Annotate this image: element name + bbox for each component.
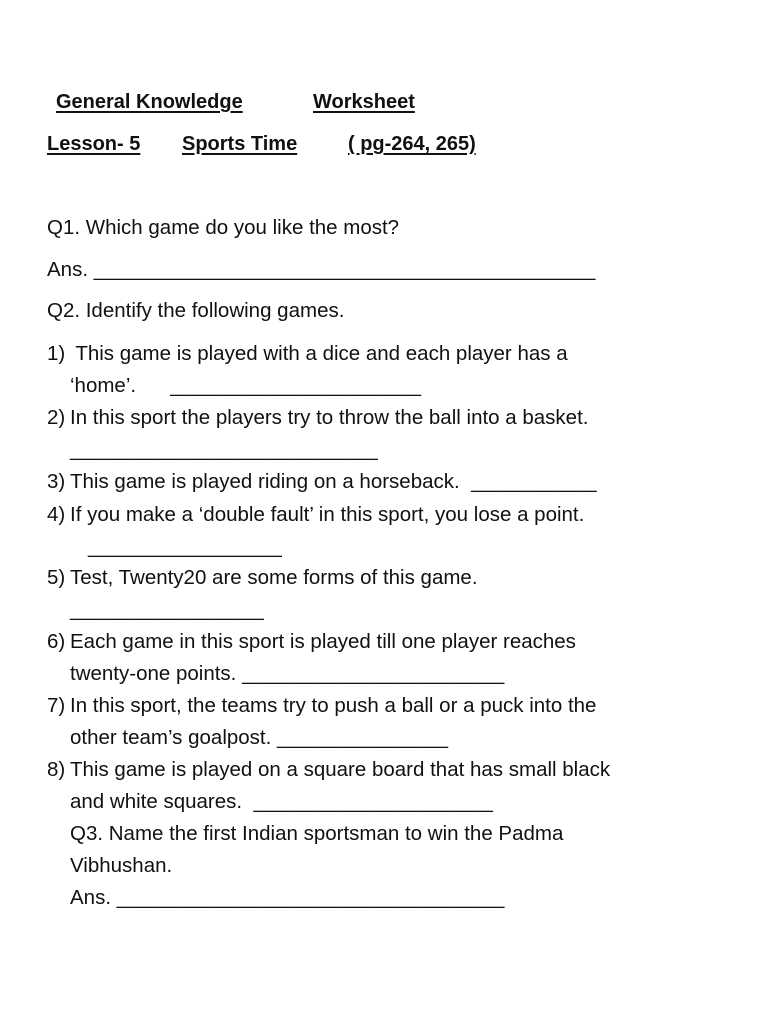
q3-answer-line: Ans. __________________________________	[70, 886, 505, 909]
q2-item-5-blank: _________________	[70, 598, 264, 621]
q2-item-2-text: In this sport the players try to throw the ball into a basket.	[70, 406, 589, 429]
page-reference: ( pg-264, 265)	[348, 133, 476, 155]
q2-item-3-text: This game is played riding on a horseback. ___________	[70, 470, 597, 493]
q1-answer-line: Ans. ____________________________________________	[47, 258, 596, 281]
q2-item-6-number: 6)	[47, 630, 66, 653]
q2-item-3-number: 3)	[47, 470, 66, 493]
title-subject: General Knowledge	[56, 91, 243, 113]
q2-item-2-number: 2)	[47, 406, 66, 429]
q3-question-line-2: Vibhushan.	[70, 854, 173, 877]
q2-item-1-number: 1)	[47, 342, 66, 365]
q2-item-1-text: This game is played with a dice and each player has a	[70, 342, 568, 365]
topic-label: Sports Time	[182, 133, 298, 155]
q2-item-2-blank: ___________________________	[70, 438, 378, 461]
q2-item-4-blank: _________________	[88, 535, 282, 558]
q2-item-8-text: This game is played on a square board that has small black	[70, 758, 611, 781]
q2-item-1-blank: ‘home’. ______________________	[70, 374, 422, 397]
q2-item-4-text: If you make a ‘double fault’ in this sport, you lose a point.	[70, 503, 585, 526]
q2-item-5-text: Test, Twenty20 are some forms of this game.	[70, 566, 478, 589]
q1-question: Q1. Which game do you like the most?	[47, 216, 400, 239]
q3-question-line-1: Q3. Name the first Indian sportsman to win the Padma	[70, 822, 564, 845]
q2-item-4-number: 4)	[47, 503, 66, 526]
q2-item-7-blank: other team’s goalpost. _______________	[70, 726, 449, 749]
q2-item-7-text: In this sport, the teams try to push a ball or a puck into the	[70, 694, 597, 717]
q2-item-5-number: 5)	[47, 566, 66, 589]
q2-item-8-blank: and white squares. _____________________	[70, 790, 493, 813]
q2-item-8-number: 8)	[47, 758, 66, 781]
q2-item-6-text: Each game in this sport is played till one player reaches	[70, 630, 576, 653]
title-type: Worksheet	[313, 91, 415, 113]
lesson-label: Lesson- 5	[47, 133, 141, 155]
q2-question: Q2. Identify the following games.	[47, 299, 345, 322]
q2-item-6-blank: twenty-one points. _______________________	[70, 662, 505, 685]
q2-item-7-number: 7)	[47, 694, 66, 717]
